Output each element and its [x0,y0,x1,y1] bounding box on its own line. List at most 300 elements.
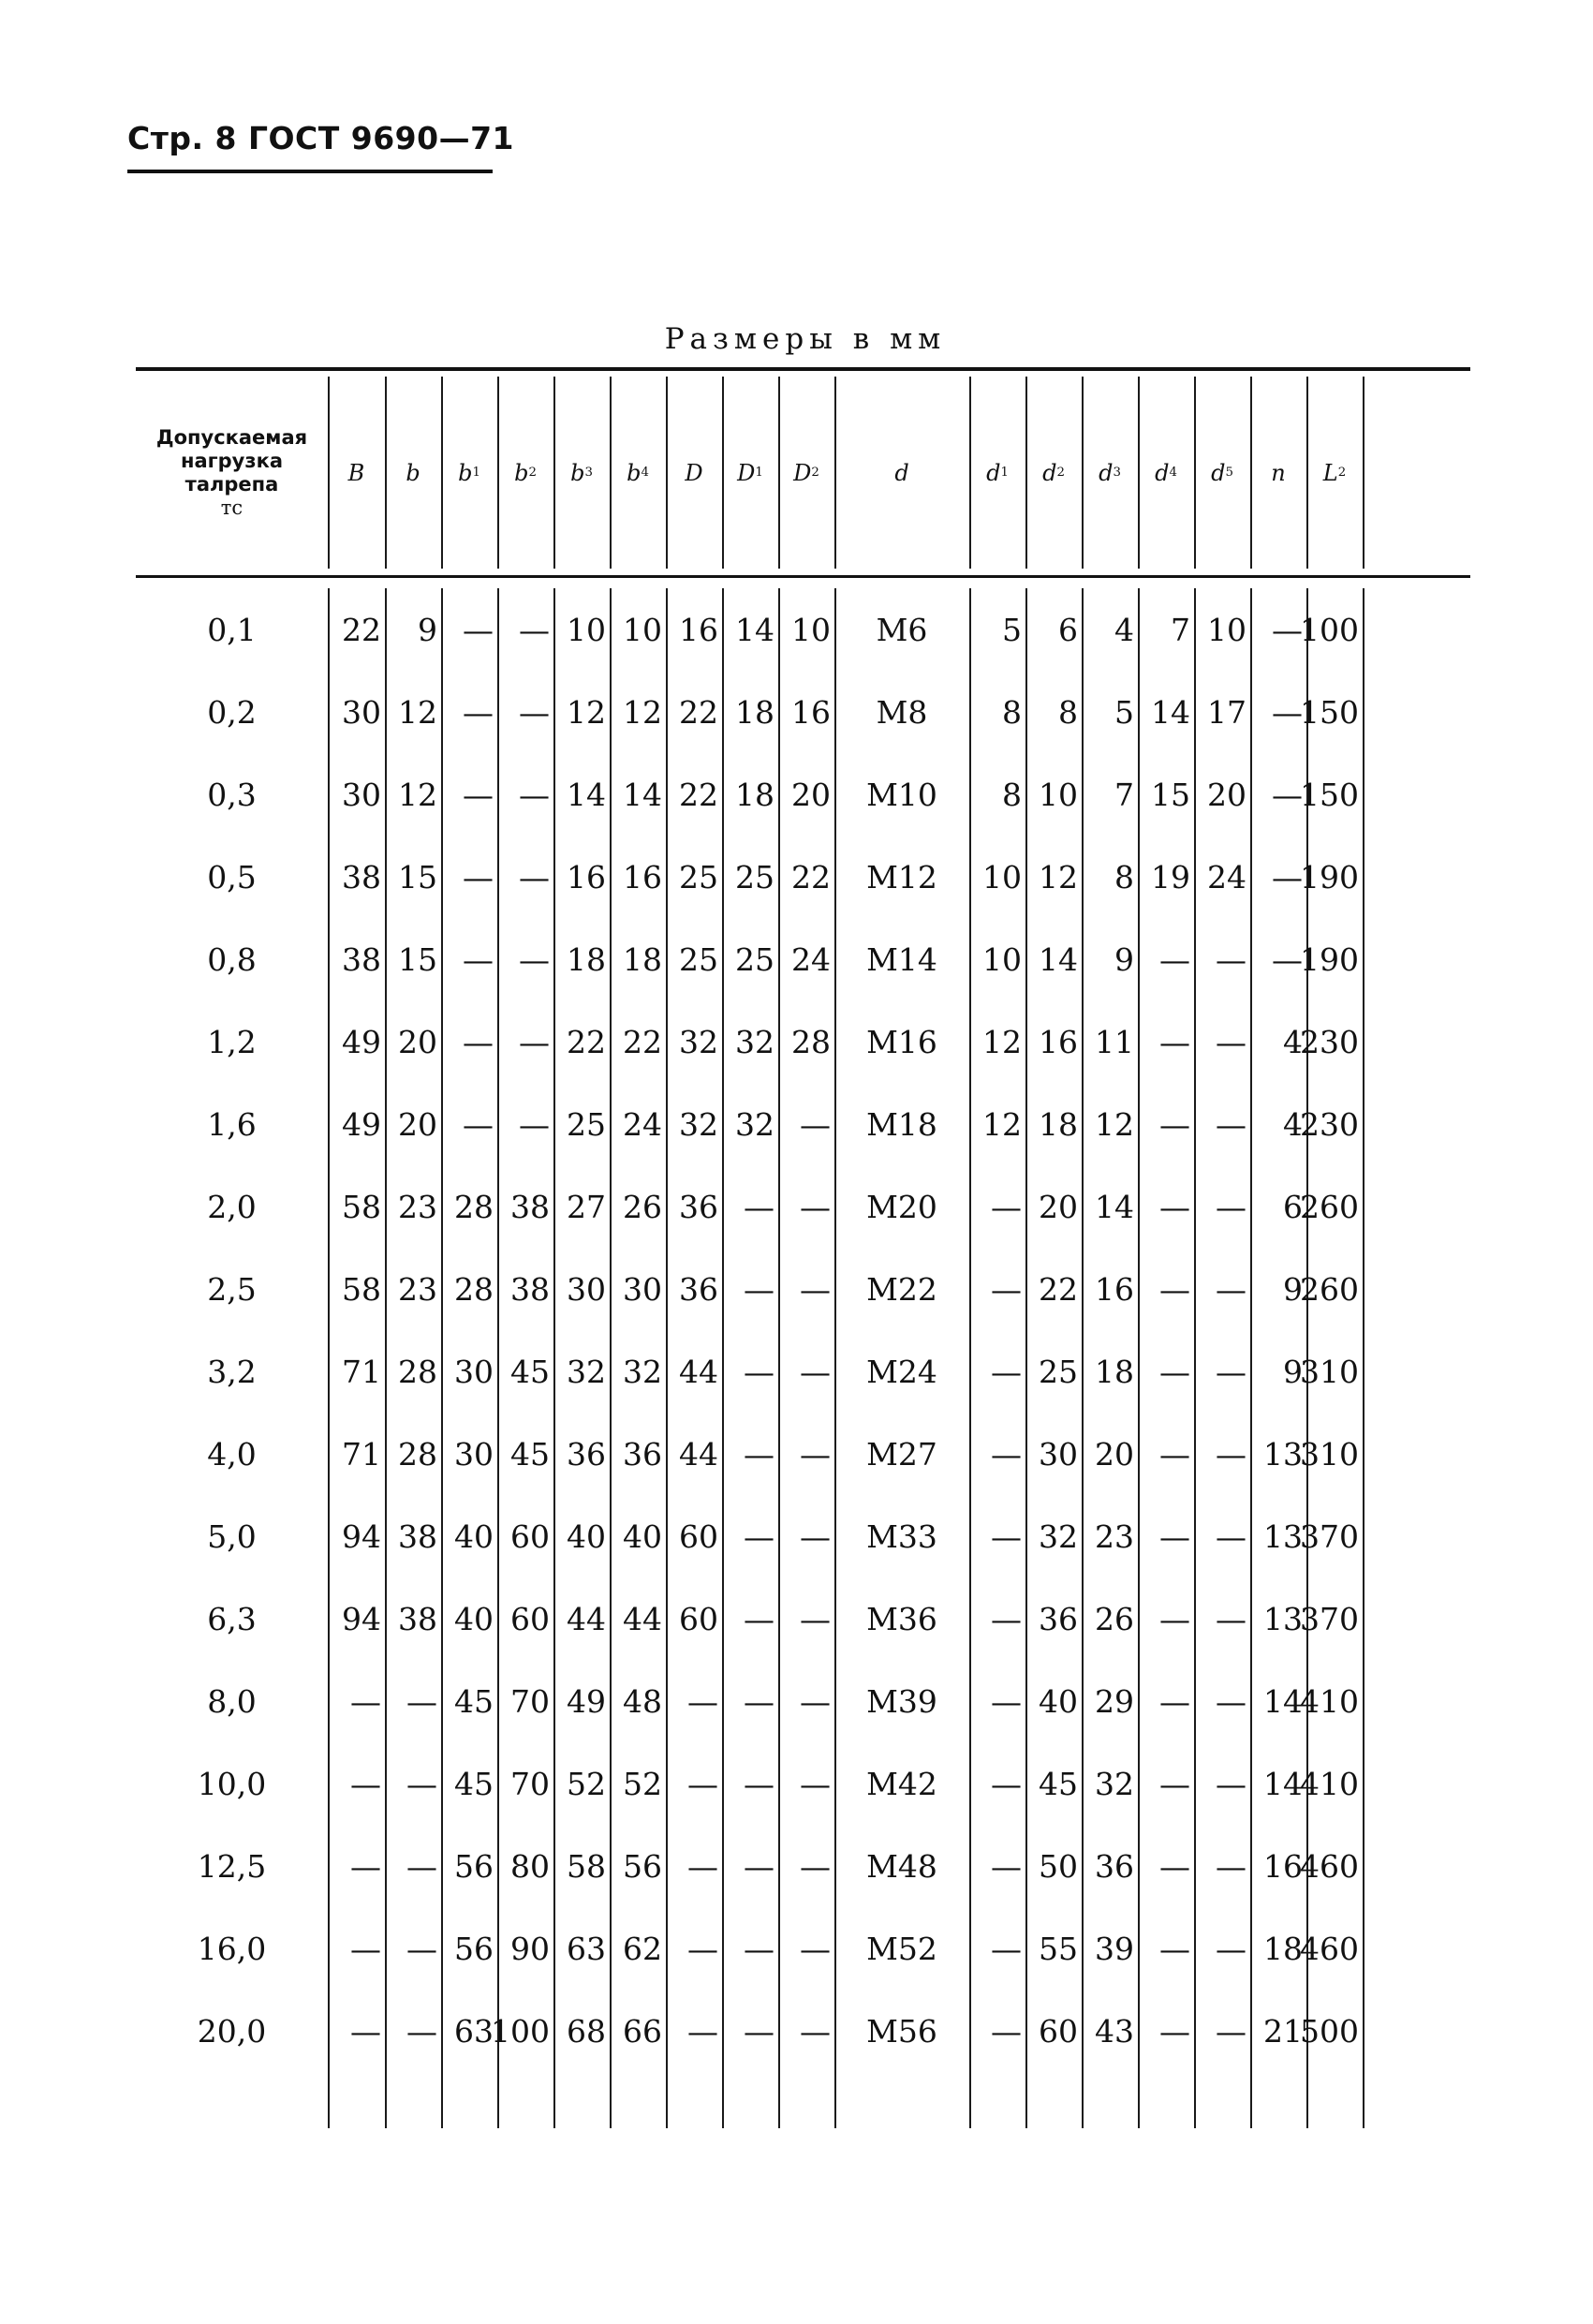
thread-value: M10 [866,776,937,813]
dimension-value: 12 [982,1023,1022,1060]
dimension-value: 32 [679,1105,718,1143]
column-symbol: D [793,459,812,486]
dimension-value: — [991,1765,1022,1802]
dimension-value: — [1216,1765,1246,1802]
dimension-value: 4 [1283,1105,1303,1143]
dimension-value: — [687,1682,718,1720]
load-value: 3,2 [207,1353,257,1390]
dimension-value: 49 [342,1105,381,1143]
dimension-value: 24 [623,1105,662,1143]
dimension-value: 9 [418,611,437,648]
dimension-value: — [800,1353,831,1390]
dimension-value: 45 [454,1682,494,1720]
dimension-value: — [800,2012,831,2050]
column-header [722,377,778,569]
dimension-value: — [1159,1353,1190,1390]
column-symbol: n [1271,459,1286,486]
dimension-value: 12 [567,693,606,731]
dimension-value: 18 [1095,1353,1134,1390]
dimension-value: 13 [1263,1517,1303,1555]
table-row [136,588,1470,671]
dimension-value: 24 [1207,858,1246,896]
dimension-value: — [744,1435,774,1473]
dimension-value: 26 [1095,1600,1134,1637]
dimension-value: 22 [679,693,718,731]
column-subscript: 4 [641,466,649,480]
dimension-value: 10 [791,611,831,648]
dimension-value: 260 [1300,1188,1359,1225]
dimension-value: 15 [398,858,437,896]
column-divider [1363,377,1364,569]
dimension-value: 20 [1207,776,1246,813]
dimension-value: — [406,1682,437,1720]
dimension-value: 56 [623,1847,662,1885]
column-header [778,377,834,569]
dimension-value: 14 [623,776,662,813]
table-row [136,1577,1470,1660]
dimension-value: 25 [679,858,718,896]
dimension-value: — [1216,1930,1246,1967]
dimension-value: 30 [342,693,381,731]
thread-value: M24 [866,1353,937,1390]
column-subscript: 1 [472,466,480,480]
column-header [834,377,969,569]
column-symbol: d [986,459,1001,486]
dimension-value: 16 [679,611,718,648]
dimension-value: 16 [623,858,662,896]
dimension-value: — [991,1270,1022,1308]
dimension-value: — [991,1682,1022,1720]
dimension-value: — [744,1600,774,1637]
dimension-value: 71 [342,1353,381,1390]
dimension-value: 44 [567,1600,606,1637]
column-header [441,377,497,569]
dimension-value: — [463,940,494,978]
dimension-value: 20 [1039,1188,1078,1225]
table-row [136,1083,1470,1165]
column-header [610,377,666,569]
dimension-value: 18 [735,693,774,731]
load-value: 1,2 [207,1023,257,1060]
dimension-value: 36 [623,1435,662,1473]
column-header [666,377,722,569]
dimension-value: 150 [1300,776,1359,813]
dimension-value: 22 [791,858,831,896]
dimension-value: 56 [454,1930,494,1967]
dimension-value: — [1216,1270,1246,1308]
dimension-value: 460 [1300,1847,1359,1885]
dimension-value: — [1159,1847,1190,1885]
dimension-value: 22 [623,1023,662,1060]
dimension-value: 4 [1114,611,1134,648]
column-subscript: 3 [584,466,593,480]
thread-value: M39 [866,1682,937,1720]
dimension-value: — [1272,940,1303,978]
dimension-value: 28 [454,1270,494,1308]
load-value: 20,0 [197,2012,267,2050]
dimension-value: 18 [735,776,774,813]
dimension-value: 23 [1095,1517,1134,1555]
dimension-value: 9 [1283,1270,1303,1308]
column-symbol: b [627,459,642,486]
load-value: 6,3 [207,1600,257,1637]
column-subscript: 5 [1225,466,1233,480]
dimension-value: 38 [510,1270,550,1308]
column-header [1194,377,1250,569]
dimension-value: 16 [1263,1847,1303,1885]
column-header [553,377,610,569]
dimension-value: 310 [1300,1353,1359,1390]
dimension-value: 7 [1171,611,1190,648]
table-row [136,1248,1470,1330]
dimension-value: 94 [342,1517,381,1555]
dimension-value: — [744,1353,774,1390]
dimension-value: 28 [398,1353,437,1390]
dimension-value: 13 [1263,1435,1303,1473]
dimension-value: 45 [510,1353,550,1390]
thread-value: M20 [866,1188,937,1225]
dimension-value: 410 [1300,1682,1359,1720]
dimension-value: 28 [398,1435,437,1473]
dimension-value: — [350,1765,381,1802]
thread-value: M48 [866,1847,937,1885]
column-symbol: b [570,459,585,486]
table-row [136,1330,1470,1413]
dimension-value: — [744,2012,774,2050]
thread-value: M56 [866,2012,937,2050]
dimension-value: — [1159,1517,1190,1555]
dimension-value: 38 [398,1600,437,1637]
dimension-value: 28 [791,1023,831,1060]
column-symbol: D [685,459,703,486]
column-symbol: b [514,459,529,486]
dimension-value: 44 [679,1353,718,1390]
column-header [1138,377,1194,569]
dimension-value: 70 [510,1682,550,1720]
load-value: 12,5 [197,1847,267,1885]
dimension-value: — [350,2012,381,2050]
dimension-value: 14 [1263,1682,1303,1720]
dimension-value: 10 [567,611,606,648]
column-subscript: 3 [1113,466,1121,480]
table-row [136,1825,1470,1907]
dimension-value: — [800,1600,831,1637]
column-subscript: 1 [1000,466,1009,480]
column-symbol: d [894,459,909,486]
dimension-value: 60 [1039,2012,1078,2050]
dimension-value: 32 [623,1353,662,1390]
dimension-value: — [800,1435,831,1473]
load-value: 2,5 [207,1270,257,1308]
dimension-value: 90 [510,1930,550,1967]
dimension-value: 25 [567,1105,606,1143]
dimension-value: — [800,1930,831,1967]
dimension-value: — [1159,2012,1190,2050]
dimension-value: 230 [1300,1105,1359,1143]
dimension-value: 70 [510,1765,550,1802]
dimension-value: — [1272,611,1303,648]
column-symbol: D [737,459,756,486]
dimension-value: 16 [567,858,606,896]
dimension-value: 14 [1095,1188,1134,1225]
load-value: 0,3 [207,776,257,813]
dimension-value: — [1159,1023,1190,1060]
thread-value: M27 [866,1435,937,1473]
thread-value: M12 [866,858,937,896]
dimension-value: — [991,2012,1022,2050]
dimension-value: 36 [679,1270,718,1308]
dimension-value: 18 [1039,1105,1078,1143]
dimension-value: 32 [1039,1517,1078,1555]
dimension-value: — [1159,1600,1190,1637]
dimension-value: — [463,776,494,813]
dimension-value: 18 [1263,1930,1303,1967]
dimension-value: 15 [1151,776,1190,813]
dimension-value: — [1159,1930,1190,1967]
dimension-value: — [406,1930,437,1967]
dimension-value: 370 [1300,1600,1359,1637]
dimension-value: — [991,1847,1022,1885]
dimension-value: — [991,1353,1022,1390]
dimension-value: 14 [567,776,606,813]
dimension-value: — [519,776,550,813]
dimension-value: 60 [679,1600,718,1637]
dimension-value: — [744,1188,774,1225]
dimension-value: 36 [1095,1847,1134,1885]
dimension-value: 6 [1058,611,1078,648]
dimension-value: — [1216,940,1246,978]
column-symbol: d [1155,459,1170,486]
dimension-value: 60 [510,1517,550,1555]
dimension-value: 25 [735,858,774,896]
column-header [1025,377,1082,569]
column-header [1250,377,1306,569]
dimension-value: 39 [1095,1930,1134,1967]
dimension-value: 12 [982,1105,1022,1143]
dimension-value: — [1159,1270,1190,1308]
dimension-value: 71 [342,1435,381,1473]
dimension-value: 43 [1095,2012,1134,2050]
dimension-value: 14 [1039,940,1078,978]
column-symbol: d [1099,459,1114,486]
dimension-value: — [1216,1517,1246,1555]
table-row [136,1907,1470,1990]
dimension-value: 80 [510,1847,550,1885]
dimension-value: — [519,940,550,978]
dimension-value: 12 [1095,1105,1134,1143]
dimension-value: 4 [1283,1023,1303,1060]
dimension-value: — [991,1188,1022,1225]
load-header-line: талрепа [184,472,279,496]
dimension-value: — [1272,858,1303,896]
table-row [136,1413,1470,1495]
dimension-value: 58 [567,1847,606,1885]
dimension-value: 100 [491,2012,550,2050]
table-top-rule [136,367,1470,371]
dimension-value: 8 [1002,693,1022,731]
column-symbol: b [406,459,420,486]
dimension-value: — [1216,1023,1246,1060]
dimension-value: 190 [1300,858,1359,896]
dimension-value: — [1159,1188,1190,1225]
column-symbol: d [1211,459,1226,486]
table-row [136,1742,1470,1825]
dimension-value: 370 [1300,1517,1359,1555]
dimension-value: — [519,1105,550,1143]
dimension-value: — [1216,1353,1246,1390]
dimension-value: 38 [342,940,381,978]
dimension-value: 22 [342,611,381,648]
thread-value: M18 [866,1105,937,1143]
dimension-value: 45 [454,1765,494,1802]
dimension-value: 26 [623,1188,662,1225]
dimension-value: 36 [679,1188,718,1225]
thread-value: M42 [866,1765,937,1802]
dimension-value: — [1159,940,1190,978]
load-value: 0,8 [207,940,257,978]
dimension-value: 8 [1058,693,1078,731]
dimension-value: 10 [982,858,1022,896]
table-row [136,918,1470,1000]
dimension-value: — [519,611,550,648]
dimension-value: 100 [1300,611,1359,648]
dimension-value: 22 [567,1023,606,1060]
dimension-value: — [463,693,494,731]
dimension-value: — [991,1930,1022,1967]
dimension-value: — [463,1105,494,1143]
dimension-value: 63 [567,1930,606,1967]
dimension-value: 29 [1095,1682,1134,1720]
dimension-value: — [1216,1435,1246,1473]
dimension-value: — [991,1600,1022,1637]
dimension-value: 25 [679,940,718,978]
dimension-value: — [350,1930,381,1967]
dimension-value: 30 [454,1353,494,1390]
dimension-value: 9 [1114,940,1134,978]
dimension-value: 18 [623,940,662,978]
dimension-value: — [1216,1188,1246,1225]
dimension-value: 44 [623,1600,662,1637]
dimension-value: — [687,1930,718,1967]
dimension-value: — [1216,1682,1246,1720]
dimension-value: 20 [791,776,831,813]
thread-value: M14 [866,940,937,978]
dimension-value: 32 [567,1353,606,1390]
load-value: 5,0 [207,1517,257,1555]
column-symbol: b [458,459,473,486]
dimension-value: 30 [1039,1435,1078,1473]
dimension-value: — [406,2012,437,2050]
column-subscript: 1 [755,466,763,480]
dimension-value: — [744,1847,774,1885]
dimension-value: — [350,1847,381,1885]
thread-value: M8 [876,693,928,731]
dimension-value: 49 [342,1023,381,1060]
dimension-value: 16 [791,693,831,731]
dimension-value: 18 [567,940,606,978]
load-value: 0,5 [207,858,257,896]
load-header-line: Допускаемая [155,425,308,449]
dimension-value: 230 [1300,1023,1359,1060]
dimension-value: 20 [398,1023,437,1060]
dimension-value: 27 [567,1188,606,1225]
dimension-value: — [800,1765,831,1802]
dimension-value: 12 [1039,858,1078,896]
column-header [969,377,1025,569]
dimension-value: 38 [398,1517,437,1555]
dimension-value: 190 [1300,940,1359,978]
thread-value: M52 [866,1930,937,1967]
dimension-value: 260 [1300,1270,1359,1308]
load-value: 0,1 [207,611,257,648]
dimension-value: — [800,1270,831,1308]
dimension-value: — [1272,776,1303,813]
dimension-value: 50 [1039,1847,1078,1885]
dimension-value: — [800,1188,831,1225]
dimension-value: 500 [1300,2012,1359,2050]
dimension-value: 10 [623,611,662,648]
column-symbol: B [347,459,365,486]
thread-value: M36 [866,1600,937,1637]
dimension-value: 28 [454,1188,494,1225]
dimension-value: 23 [398,1188,437,1225]
load-value: 10,0 [197,1765,267,1802]
page-header: Стр. 8 ГОСТ 9690—71 [127,120,493,173]
dimension-value: 8 [1002,776,1022,813]
load-header-line: нагрузка [181,449,283,472]
table-row [136,753,1470,836]
dimension-value: — [800,1847,831,1885]
dimension-value: 38 [342,858,381,896]
column-symbol: L [1322,459,1338,486]
dimension-value: — [744,1270,774,1308]
dimension-value: 12 [398,693,437,731]
dimension-value: 16 [1039,1023,1078,1060]
dimension-value: 63 [454,2012,494,2050]
dimension-value: — [1159,1435,1190,1473]
dimension-value: — [744,1682,774,1720]
dimension-value: — [463,1023,494,1060]
dimension-value: — [1159,1682,1190,1720]
dimension-value: 36 [567,1435,606,1473]
column-header [1082,377,1138,569]
dimension-value: — [1216,1105,1246,1143]
dimension-value: 17 [1207,693,1246,731]
dimension-value: 40 [623,1517,662,1555]
dimension-value: — [519,693,550,731]
dimension-value: — [1159,1105,1190,1143]
dimension-value: 30 [567,1270,606,1308]
dimension-value: — [800,1517,831,1555]
dimension-value: 32 [679,1023,718,1060]
dimension-value: 36 [1039,1600,1078,1637]
dimension-value: 45 [1039,1765,1078,1802]
thread-value: M22 [866,1270,937,1308]
dimension-value: 40 [454,1517,494,1555]
dimension-value: 52 [623,1765,662,1802]
dimension-value: — [1272,693,1303,731]
dimension-value: 20 [1095,1435,1134,1473]
dimension-value: 12 [398,776,437,813]
dimension-value: — [350,1682,381,1720]
table-header-rule [136,575,1470,578]
dimension-value: 32 [735,1023,774,1060]
column-subscript: 4 [1169,466,1177,480]
dimension-value: 38 [510,1188,550,1225]
dimension-value: 48 [623,1682,662,1720]
dimension-value: 30 [623,1270,662,1308]
dimension-value: — [744,1517,774,1555]
